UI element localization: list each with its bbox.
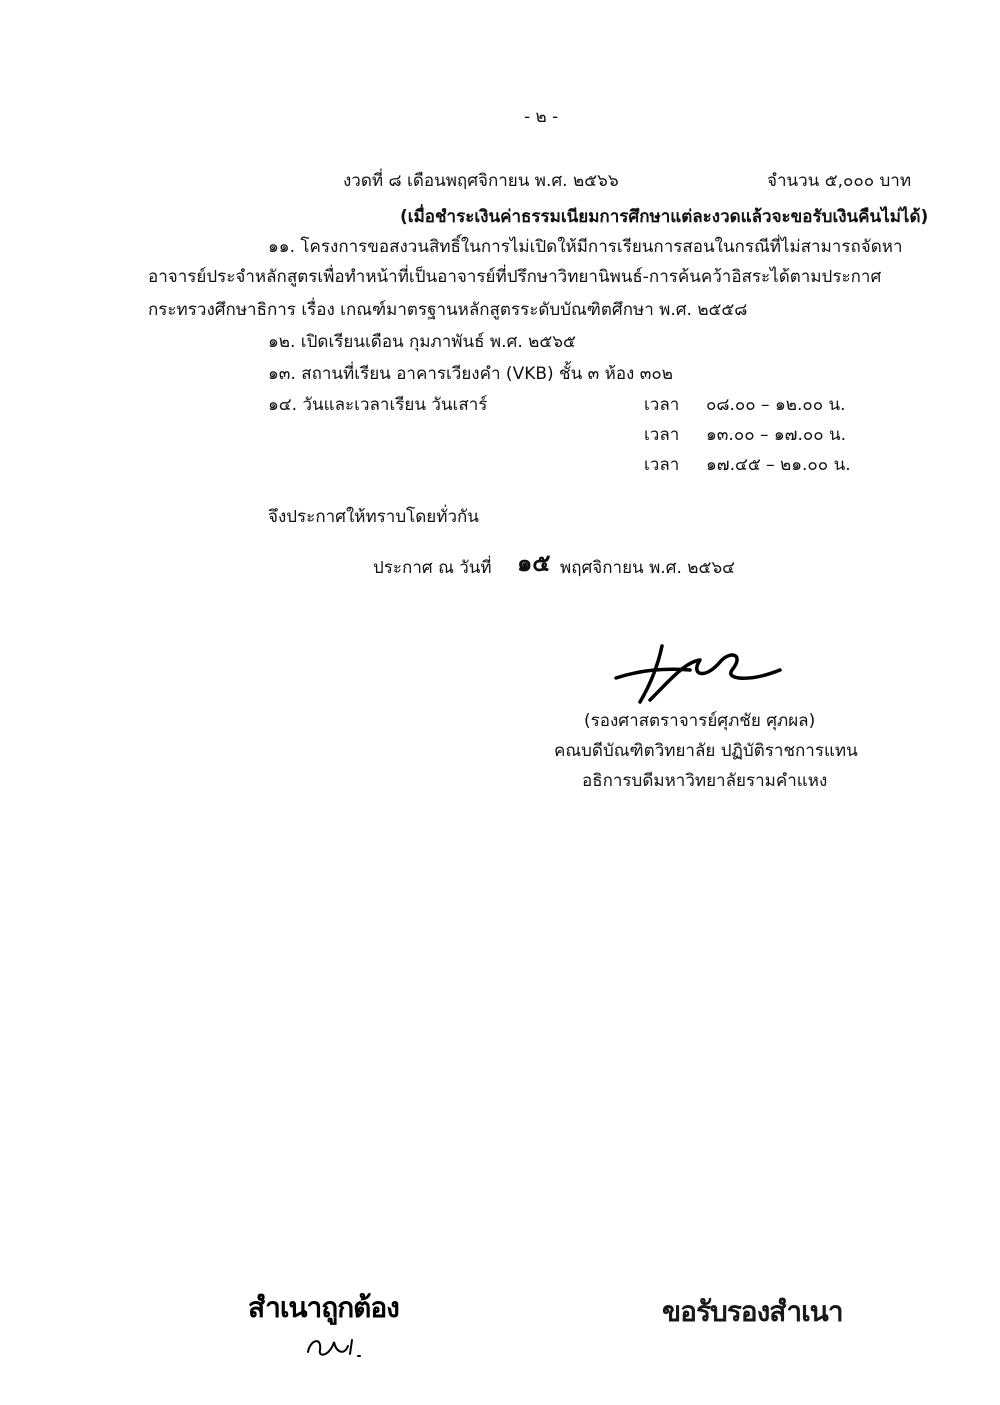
item-12: ๑๒. เปิดเรียนเดือน กุมภาพันธ์ พ.ศ. ๒๕๖๕ (268, 332, 576, 352)
announce-suffix: พฤศจิกายน พ.ศ. ๒๕๖๔ (560, 558, 736, 578)
page-number: - ๒ - (524, 107, 559, 127)
signatory-name: (รองศาสตราจารย์ศุภชัย ศุภผล) (584, 711, 816, 731)
signature-mark (610, 640, 790, 710)
time-range-2: ๑๓.๐๐ – ๑๗.๐๐ น. (706, 425, 847, 445)
installment-amount: จำนวน ๕,๐๐๐ บาท (767, 171, 912, 191)
item-11-line-3: กระทรวงศึกษาธิการ เรื่อง เกณฑ์มาตรฐานหลักสูตรระดับบัณฑิตศึกษา พ.ศ. ๒๕๕๘ (148, 300, 748, 320)
item-13: ๑๓. สถานที่เรียน อาคารเวียงคำ (VKB) ชั้น ๓ ห้อง ๓๐๒ (268, 364, 673, 384)
time-range-1: ๐๘.๐๐ – ๑๒.๐๐ น. (706, 395, 846, 415)
initials-mark (300, 1322, 370, 1367)
refund-note: (เมื่อชำระเงินค่าธรรมเนียมการศึกษาแต่ละงวดแล้วจะขอรับเงินคืนไม่ได้) (400, 207, 929, 227)
certify-copy-stamp: ขอรับรองสำเนา (662, 1295, 843, 1328)
item-14-label: ๑๔. วันและเวลาเรียน วันเสาร์ (268, 395, 488, 415)
signatory-position-1: คณบดีบัณฑิตวิทยาลัย ปฏิบัติราชการแทน (554, 741, 858, 761)
announce-prefix: ประกาศ ณ วันที่ (373, 558, 492, 578)
item-11-line-2: อาจารย์ประจำหลักสูตรเพื่อทำหน้าที่เป็นอาจารย์ที่ปรึกษาวิทยานิพนธ์-การค้นคว้าอิสระได้ตามประกาศ (148, 267, 882, 287)
notice-text: จึงประกาศให้ทราบโดยทั่วกัน (268, 507, 479, 527)
announce-day: ๑๕ (517, 549, 551, 577)
time-label-3: เวลา (644, 455, 680, 475)
item-11-line-1: ๑๑. โครงการขอสงวนสิทธิ์ในการไม่เปิดให้มีการเรียนการสอนในกรณีที่ไม่สามารถจัดหา (268, 237, 903, 257)
signatory-position-2: อธิการบดีมหาวิทยาลัยรามคำแหง (582, 771, 828, 791)
time-range-3: ๑๗.๔๕ – ๒๑.๐๐ น. (706, 455, 851, 475)
certified-copy-stamp: สำเนาถูกต้อง (248, 1291, 399, 1324)
installment-label: งวดที่ ๘ เดือนพฤศจิกายน พ.ศ. ๒๕๖๖ (343, 171, 619, 191)
time-label-1: เวลา (644, 395, 680, 415)
time-label-2: เวลา (644, 425, 680, 445)
